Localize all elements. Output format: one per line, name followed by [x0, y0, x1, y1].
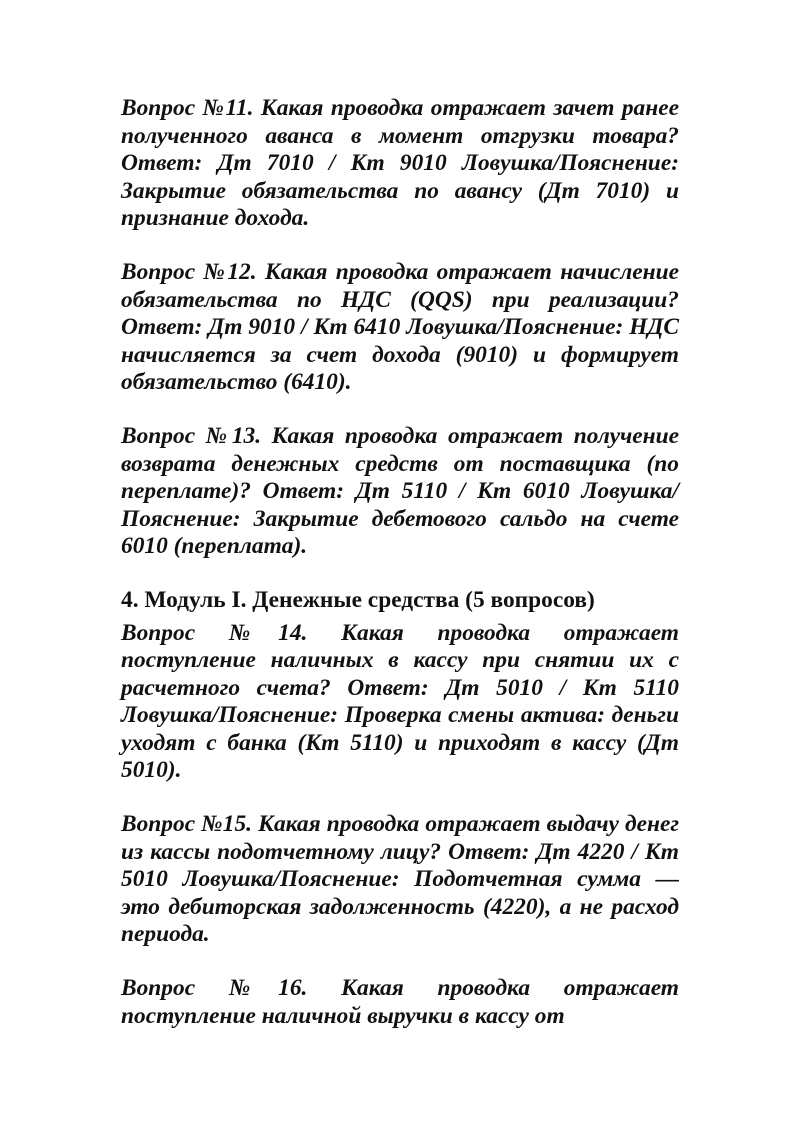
question-11: Вопрос №11. Какая проводка отражает зачет ранее полученного аванса в момент отгрузки товара? Ответ: Дт 7010 / Кт 9010 Ловушка/Пояснение: Закрытие обязательства по авансу (Дт 7010) и признание дохода.: [121, 95, 679, 232]
section-heading: 4. Модуль I. Денежные средства (5 вопросов): [121, 586, 595, 613]
document-page: [121, 95, 679, 1056]
question-14: Вопрос №14. Какая проводка отражает поступление наличных в кассу при снятии их с расчетного счета? Ответ: Дт 5010 / Кт 5110 Ловушка/Пояснение: Проверка смены актива: деньги уходят с банка (Кт 5110) и приходят в кассу (Дт 5010).: [121, 619, 679, 784]
question-16: Вопрос №16. Какая проводка отражает поступление наличной выручки в кассу от: [121, 975, 679, 1029]
question-13: Вопрос №13. Какая проводка отражает получение возврата денежных средств от поставщика (по переплате)? Ответ: Дт 5110 / Кт 6010 Ловушка/Пояснение: Закрытие дебетового сальдо на счете 6010 (переплата).: [121, 422, 679, 560]
question-15: Вопрос №15. Какая проводка отражает выдачу денег из кассы подотчетному лицу? Ответ: Дт 4220 / Кт 5010 Ловушка/Пояснение: Подотчетная сумма — это дебиторская задолженность (4220), а не расход периода.: [121, 811, 679, 948]
question-12: Вопрос №12. Какая проводка отражает начисление обязательства по НДС (QQS) при реализации? Ответ: Дт 9010 / Кт 6410 Ловушка/Пояснение: НДС начисляется за счет дохода (9010) и формирует обязательство (6410).: [121, 258, 679, 396]
